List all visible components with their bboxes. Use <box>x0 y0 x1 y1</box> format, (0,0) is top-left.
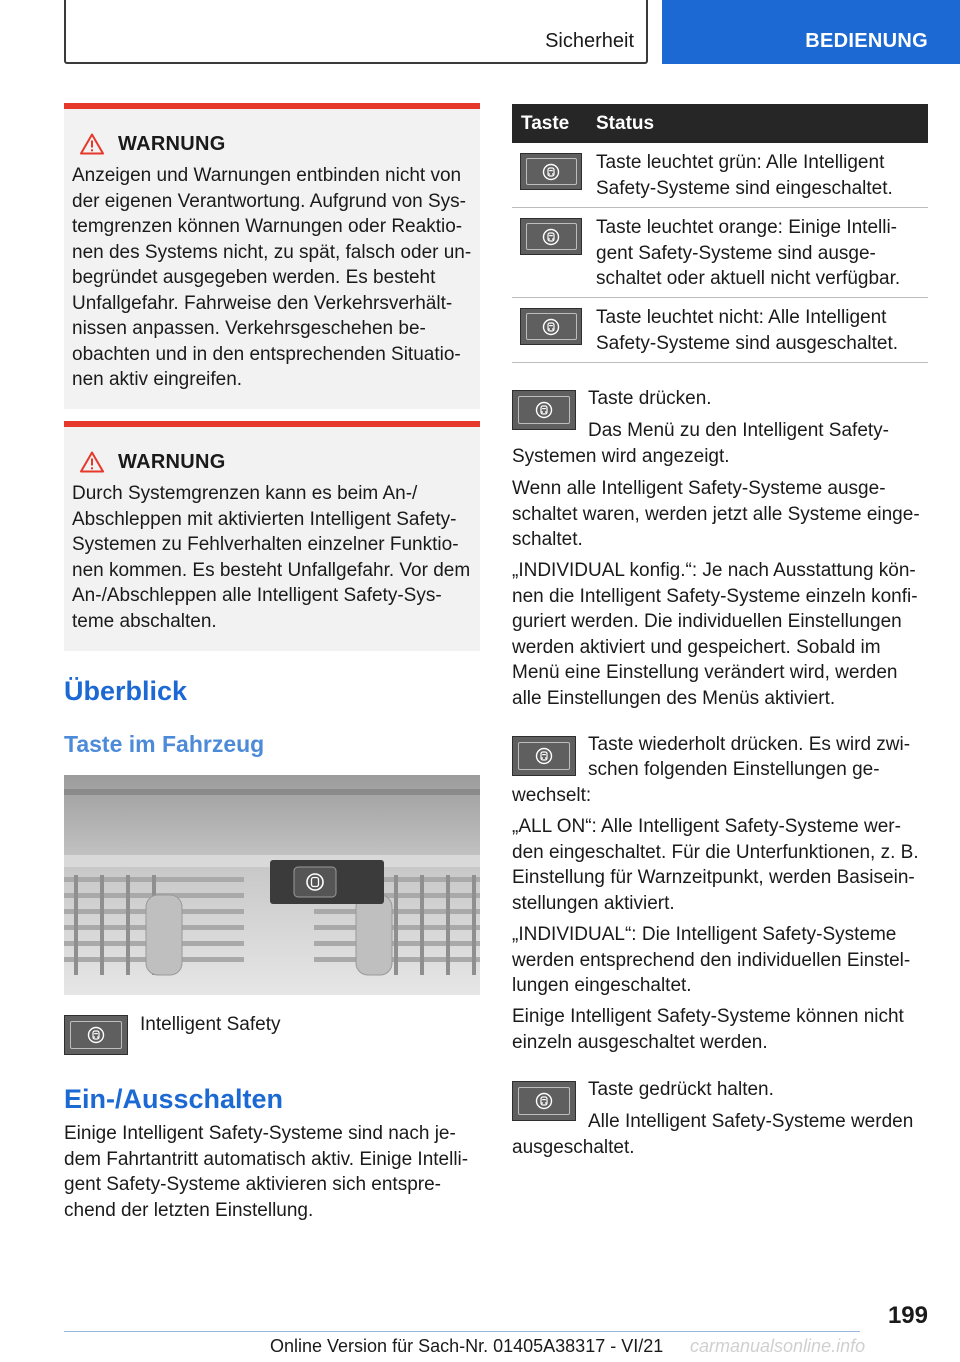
warning-triangle-icon <box>80 451 104 473</box>
intelligent-safety-icon <box>535 747 553 765</box>
status-text: Taste leuchtet nicht: Alle Intelligent Safety-Systeme sind ausgeschaltet. <box>596 307 899 354</box>
intelligent-safety-button <box>520 153 582 190</box>
button-caption: Intelligent Safety <box>140 1014 281 1035</box>
step-press-result: Das Menü zu den Intelligent Safety- <box>588 420 890 441</box>
button-status-table <box>512 104 928 363</box>
table-row <box>512 208 928 298</box>
section-heading-onoff: Ein-/Ausschalten <box>64 1084 284 1114</box>
warning-box-1 <box>64 103 480 409</box>
footer-watermark: carmanualsonline.info <box>690 1336 866 1356</box>
page-number: 199 <box>887 1302 928 1329</box>
step-hold-result: Alle Intelligent Safety-Systeme werden <box>588 1111 914 1132</box>
warning-text: Durch Systemgrenzen kann es beim An-/ Abschleppen mit aktivierten Intelligent Safety- Systemen zu Fehlverhalten einzelner Funktio- nen kommen. Es besteht Unfallgefahr. Vor dem An-/Abschleppen alle Intelligent Safety-Sys- teme abschalten. <box>72 483 471 632</box>
warning-box-2 <box>64 421 480 651</box>
step-repeat-text-cont: schen folgenden Einstellungen ge- <box>588 759 880 780</box>
header-chapter-label: BEDIENUNG <box>805 30 928 52</box>
intelligent-safety-button <box>512 390 576 430</box>
header-chapter-tab <box>662 0 960 64</box>
intelligent-safety-icon <box>542 318 560 336</box>
onoff-text: Einige Intelligent Safety-Systeme sind nach je- dem Fahrtantritt automatisch aktiv. Einige Intelli- gent Safety-Systeme aktivieren sich entspre- chend der letzten Einstellung. <box>64 1123 469 1221</box>
intelligent-safety-icon <box>542 163 560 181</box>
paragraph-all-on: Wenn alle Intelligent Safety-Systeme ausge- schaltet waren, werden jetzt alle Systeme einge- schaltet. <box>512 478 920 550</box>
table-row <box>512 298 928 363</box>
header-section-label: Sicherheit <box>545 30 634 52</box>
intelligent-safety-icon <box>87 1026 105 1044</box>
warning-heading <box>80 131 474 157</box>
vehicle-button-photo <box>64 775 480 995</box>
table-header <box>512 104 928 143</box>
status-text: Taste leuchtet orange: Einige Intelli- gent Safety-Systeme sind ausge- schaltet oder aktuell nicht verfügbar. <box>596 217 901 289</box>
status-text: Taste leuchtet grün: Alle Intelligent Safety-Systeme sind eingeschaltet. <box>596 152 893 199</box>
footer-text: Online Version für Sach-Nr. 01405A38317 - VI/21 <box>270 1336 664 1356</box>
intelligent-safety-icon <box>542 228 560 246</box>
subheading-button-in-vehicle: Taste im Fahrzeug <box>64 731 265 757</box>
step-repeat-text-end: wechselt: <box>512 785 592 806</box>
paragraph-individual-mode: „INDIVIDUAL“: Die Intelligent Safety-Systeme werden entsprechend den individuellen Einstel- lungen eingeschaltet. <box>512 924 911 996</box>
paragraph-individual-config: „INDIVIDUAL konfig.“: Je nach Ausstattung kön- nen die Intelligent Safety-Systeme einzeln konfi- guriert werden. Die individuellen Einstellungen werden aktiviert und gespeichert. Sobald im Menü eine Einstellung verändert wird, werden alle Einstellungen des Menüs aktiviert. <box>512 560 918 709</box>
intelligent-safety-button <box>512 1081 576 1121</box>
step-press-text: Taste drücken. <box>588 388 712 409</box>
paragraph-all-on-mode: „ALL ON“: Alle Intelligent Safety-Systeme wer- den eingeschaltet. Für die Unterfunktionen, z. B. Einstellung für Warnzeitpunkt, werden Basisein- stellungen aktiviert. <box>512 816 919 914</box>
dashboard-illustration <box>64 775 480 995</box>
intelligent-safety-icon <box>535 1092 553 1110</box>
intelligent-safety-button <box>520 218 582 255</box>
warning-triangle-icon <box>80 133 104 155</box>
step-press-result-cont: Systemen wird angezeigt. <box>512 446 730 467</box>
intelligent-safety-icon <box>535 401 553 419</box>
intelligent-safety-button <box>512 736 576 776</box>
paragraph-not-switchable: Einige Intelligent Safety-Systeme können nicht einzeln ausgeschaltet werden. <box>512 1006 904 1053</box>
table-header-status: Status <box>596 112 655 134</box>
warning-text: Anzeigen und Warnungen entbinden nicht von der eigenen Verantwortung. Aufgrund von Sys- temgrenzen können Warnungen oder Reaktio- nen des Systems nicht, zu spät, falsch oder un- begründet ausgegeben werden. Es besteht Unfallgefahr. Fahrweise den Verkehrsverhält- nissen anpassen. Verkehrsgeschehen be- obachten und in den entsprechenden Situatio- nen aktiv eingreifen. <box>72 165 472 390</box>
warning-heading <box>80 449 474 475</box>
intelligent-safety-button <box>520 308 582 345</box>
section-heading-overview: Überblick <box>64 676 188 706</box>
header-section-tab <box>64 0 648 64</box>
warning-title: WARNUNG <box>118 450 226 473</box>
warning-title: WARNUNG <box>118 132 226 155</box>
table-header-key: Taste <box>521 112 570 134</box>
footer-divider <box>64 1331 860 1332</box>
intelligent-safety-button <box>64 1015 128 1055</box>
step-hold-result-cont: ausgeschaltet. <box>512 1137 635 1158</box>
step-hold-text: Taste gedrückt halten. <box>588 1079 774 1100</box>
table-row <box>512 143 928 208</box>
step-repeat-text: Taste wiederholt drücken. Es wird zwi- <box>588 734 911 755</box>
